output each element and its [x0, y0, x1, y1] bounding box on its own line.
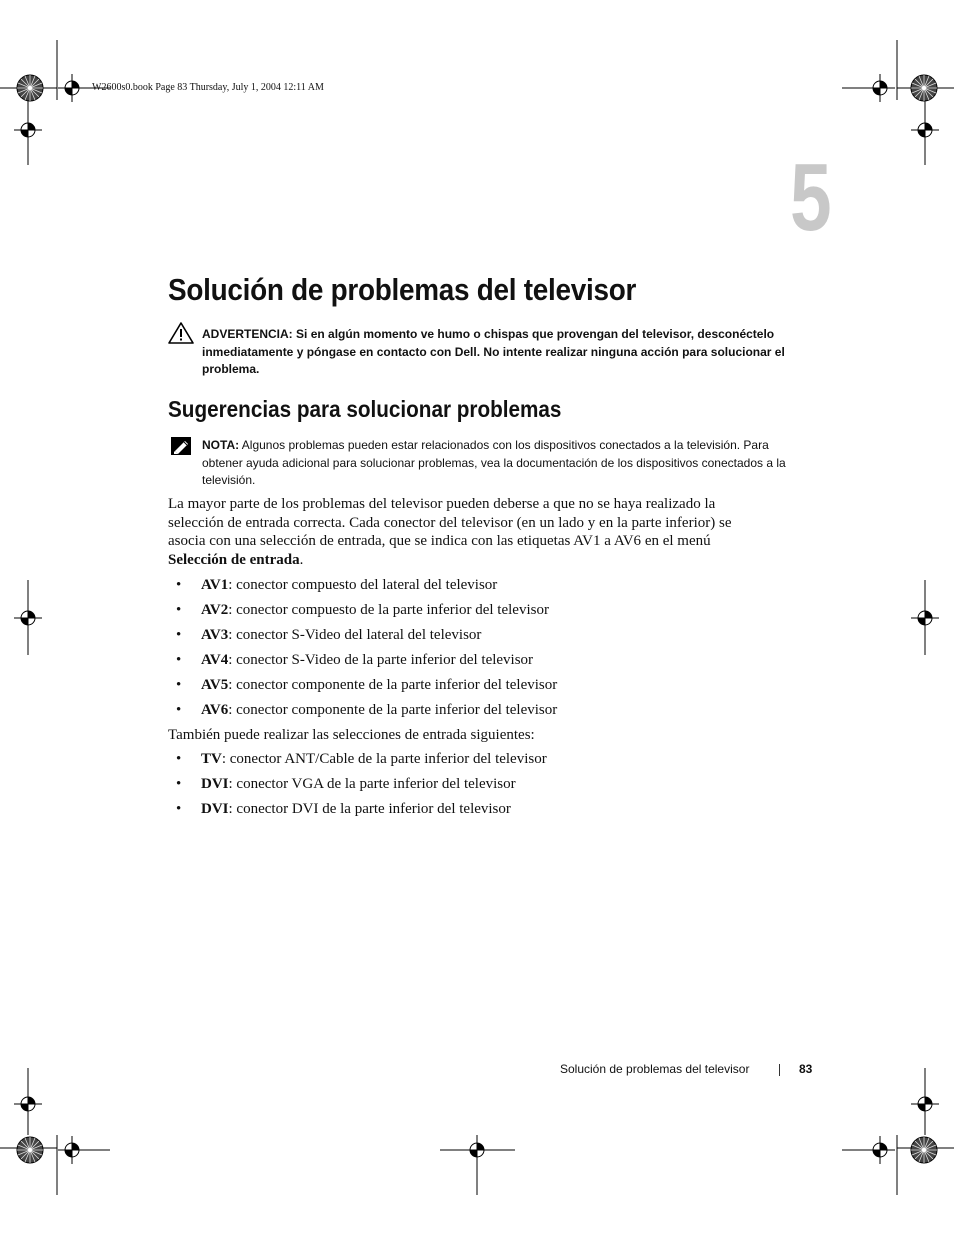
warning-label: ADVERTENCIA:: [202, 327, 293, 341]
input-key: AV2: [201, 602, 229, 618]
av-range-end: AV6: [613, 533, 642, 549]
input-desc: : conector compuesto de la parte inferior del televisor: [228, 602, 549, 618]
list-item: [168, 800, 768, 825]
list-item: [168, 750, 768, 775]
list-item: [168, 651, 768, 676]
chapter-number: 5: [790, 144, 832, 251]
input-key: AV4: [201, 652, 229, 668]
input-key: AV5: [201, 677, 229, 693]
other-inputs-paragraph: También puede realizar las selecciones de entrada siguientes:: [168, 727, 535, 743]
warning-notice: [202, 326, 792, 379]
note-text: Algunos problemas pueden estar relacionados con los dispositivos conectados a la televisión. Para obtener ayuda adicional para solucionar problemas, vea la documentación de los dispositivos conectados a la televisión.: [202, 438, 786, 487]
pencil-note-icon: [170, 436, 192, 456]
input-desc: : conector compuesto del lateral del televisor: [228, 577, 498, 593]
warning-triangle-icon: [168, 322, 194, 344]
menu-name: Selección de entrada: [168, 551, 300, 568]
input-desc: : conector S-Video del lateral del televisor: [228, 627, 482, 643]
bullet: •: [176, 652, 182, 668]
av-range-start: AV1: [573, 533, 601, 549]
paragraph-text: a: [600, 533, 614, 549]
paragraph-text: en el menú: [641, 533, 711, 549]
list-item: [168, 601, 768, 626]
note-label: NOTA:: [202, 438, 240, 452]
bullet: •: [176, 776, 182, 792]
other-inputs-list: [168, 750, 768, 825]
input-desc: : conector componente de la parte inferior del televisor: [228, 702, 558, 718]
paragraph-text: La mayor parte de los problemas del televisor pueden deberse a que no se haya realizado la selección de entrada correcta. Cada conector del televisor (en un lado y en la parte inferior) se asocia con una selección de entrada, que se indica con las etiquetas: [168, 496, 732, 549]
footer-divider: [779, 1064, 780, 1076]
list-item: [168, 775, 768, 800]
section-title: Sugerencias para solucionar problemas: [168, 396, 562, 422]
file-info-header: W2600s0.book Page 83 Thursday, July 1, 2004 12:11 AM: [92, 82, 324, 93]
paragraph-text: .: [299, 551, 304, 568]
input-key: AV6: [201, 702, 229, 718]
note-notice: [202, 437, 792, 490]
input-key: DVI: [201, 776, 229, 792]
input-desc: : conector VGA de la parte inferior del televisor: [228, 776, 516, 792]
intro-paragraph: [168, 495, 768, 569]
bullet: •: [176, 801, 182, 817]
page-number: 83: [799, 1062, 813, 1076]
bullet: •: [176, 702, 182, 718]
input-key: AV1: [201, 577, 229, 593]
list-item: [168, 676, 768, 701]
inputs-list: [168, 576, 768, 726]
bullet: •: [176, 602, 182, 618]
input-key: DVI: [201, 801, 229, 817]
input-desc: : conector S-Video de la parte inferior del televisor: [228, 652, 534, 668]
input-key: TV: [201, 751, 222, 767]
list-item: [168, 701, 768, 726]
footer-chapter-title: Solución de problemas del televisor: [560, 1062, 750, 1076]
input-key: AV3: [201, 627, 229, 643]
bullet: •: [176, 627, 182, 643]
page-title: Solución de problemas del televisor: [168, 272, 637, 307]
bullet: •: [176, 677, 182, 693]
input-desc: : conector DVI de la parte inferior del televisor: [228, 801, 511, 817]
bullet: •: [176, 751, 182, 767]
warning-text: Si en algún momento ve humo o chispas que provengan del televisor, desconéctelo inmediatamente y póngase en contacto con Dell. No intente realizar ninguna acción para solucionar el problema.: [202, 327, 785, 376]
bullet: •: [176, 577, 182, 593]
input-desc: : conector ANT/Cable de la parte inferior del televisor: [221, 751, 547, 767]
input-desc: : conector componente de la parte inferior del televisor: [228, 677, 558, 693]
list-item: [168, 626, 768, 651]
list-item: [168, 576, 768, 601]
